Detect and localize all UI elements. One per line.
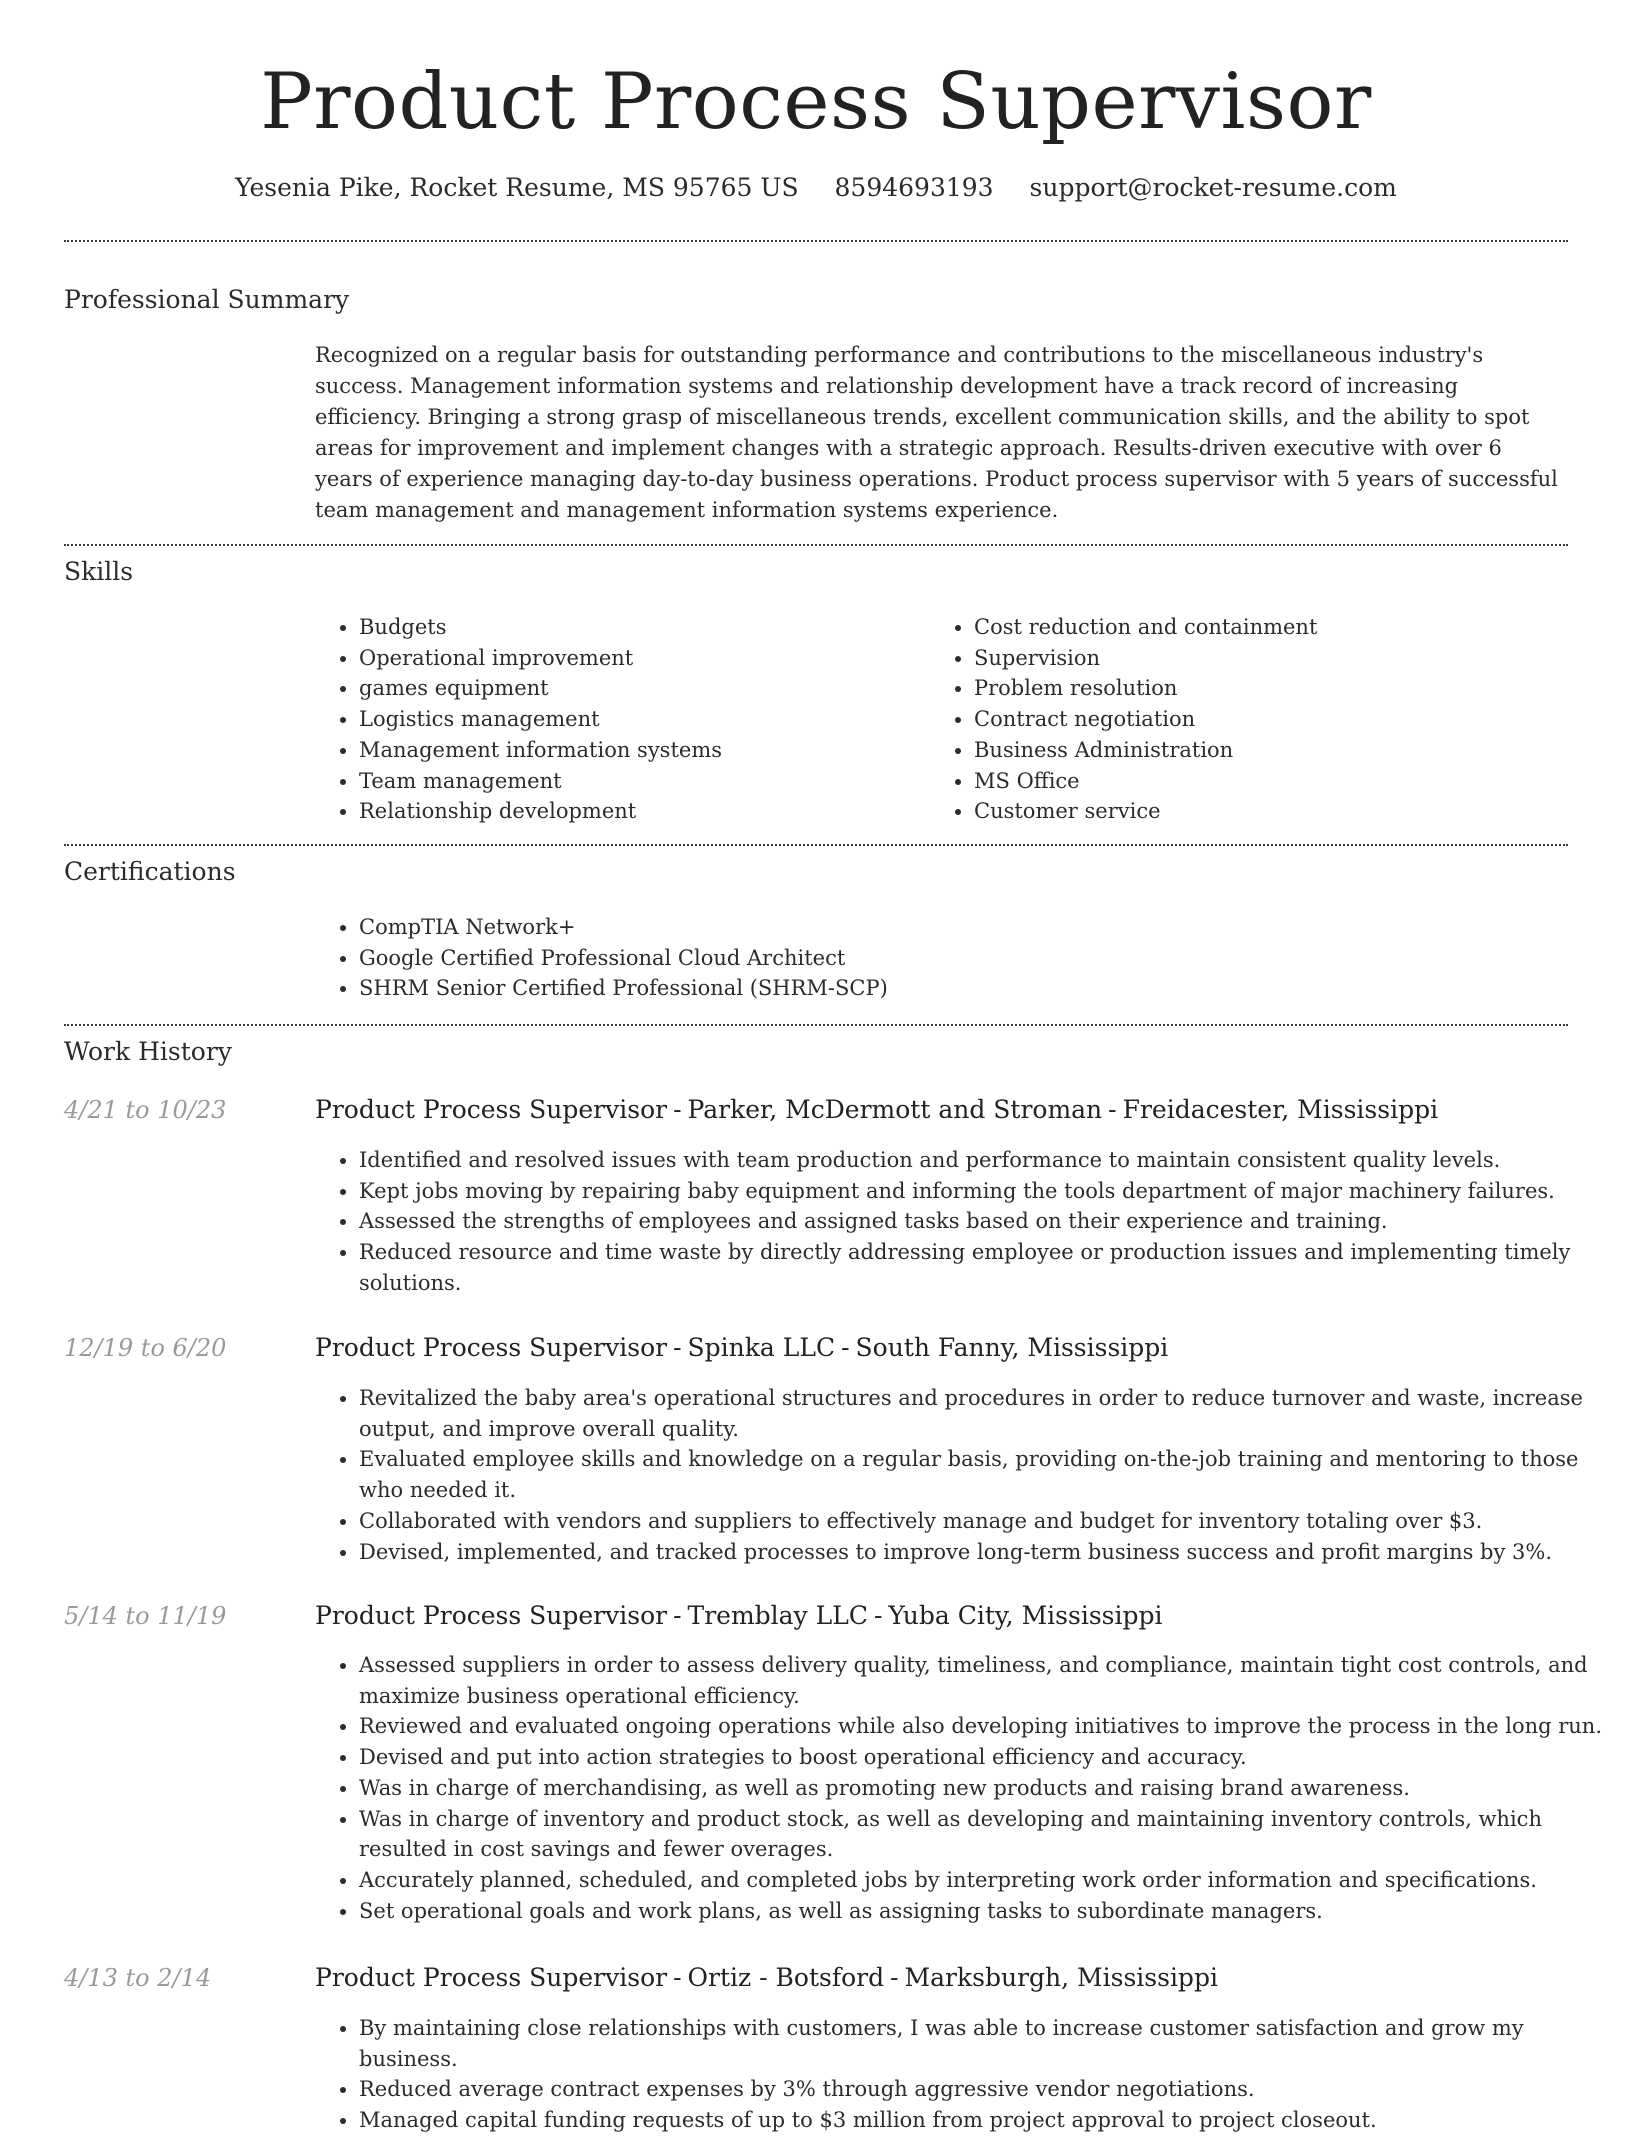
job-bullet: • Set operational goals and work plans, as well as assigning tasks to subordinate managers. [359, 1896, 1609, 1927]
skill-item: • Problem resolution [974, 673, 1574, 704]
job-bullet: • Assessed suppliers in order to assess delivery quality, timeliness, and compliance, maintain tight cost controls, and maximize business operational efficiency. [359, 1650, 1609, 1711]
certifications-heading: Certifications [64, 857, 236, 886]
job-company: Tremblay LLC [687, 1601, 868, 1630]
skill-item: • Cost reduction and containment [974, 612, 1574, 643]
job-bullet: • Accurately planned, scheduled, and completed jobs by interpreting work order information and specifications. [359, 1865, 1609, 1896]
job-bullet: • Reduced average contract expenses by 3% through aggressive vendor negotiations. [359, 2074, 1609, 2105]
contact-phone: 8594693193 [834, 173, 994, 202]
job-role: Product Process Supervisor [315, 1601, 668, 1630]
skill-item: • games equipment [359, 673, 919, 704]
job-bullet: • Reviewed and evaluated ongoing operations while also developing initiatives to improve the process in the long run. [359, 1711, 1609, 1742]
job-heading [315, 1094, 1438, 1126]
skill-item: • Budgets [359, 612, 919, 643]
certification-item: • Google Certified Professional Cloud Architect [359, 943, 1559, 974]
skill-item: • MS Office [974, 766, 1574, 797]
certifications-list [315, 912, 1559, 1004]
job-heading [315, 1962, 1218, 1994]
job-role: Product Process Supervisor [315, 1095, 668, 1124]
skills-list-right [930, 612, 1574, 827]
job-heading [315, 1600, 1162, 1632]
job-dates: 5/14 to 11/19 [64, 1602, 227, 1630]
skills-heading: Skills [64, 557, 134, 586]
certification-item: • CompTIA Network+ [359, 912, 1559, 943]
divider [64, 1024, 1568, 1026]
job-location: Yuba City, Mississippi [888, 1601, 1163, 1630]
skill-item: • Operational improvement [359, 643, 919, 674]
skill-item: • Management information systems [359, 735, 919, 766]
contact-line [0, 170, 1632, 206]
job-location: Freidacester, Mississippi [1122, 1095, 1439, 1124]
job-bullet: • Managed capital funding requests of up to $3 million from project approval to project closeout. [359, 2105, 1609, 2136]
job-bullet: • Kept jobs moving by repairing baby equipment and informing the tools department of major machinery failures. [359, 1176, 1609, 1207]
contact-address: Yesenia Pike, Rocket Resume, MS 95765 US [235, 173, 799, 202]
job-bullet: • Was in charge of merchandising, as well as promoting new products and raising brand awareness. [359, 1773, 1609, 1804]
job-separator: - [873, 1601, 883, 1630]
job-bullets [315, 1145, 1609, 1299]
job-bullet: • Devised, implemented, and tracked processes to improve long-term business success and profit margins by 3%. [359, 1537, 1609, 1568]
job-bullet: • Was in charge of inventory and product stock, as well as developing and maintaining inventory controls, which resulted in cost savings and fewer overages. [359, 1804, 1609, 1865]
job-separator: - [890, 1963, 899, 1992]
skill-item: • Relationship development [359, 796, 919, 827]
skill-item: • Team management [359, 766, 919, 797]
job-bullet: • Reduced resource and time waste by directly addressing employee or production issues and implementing timely solutions. [359, 1237, 1609, 1298]
job-company: Parker, McDermott and Stroman [687, 1095, 1103, 1124]
job-dates: 4/13 to 2/14 [64, 1964, 212, 1992]
job-separator: - [673, 1963, 682, 1992]
job-bullet: • By maintaining close relationships with customers, I was able to increase customer satisfaction and grow my business. [359, 2013, 1609, 2074]
skill-item: • Business Administration [974, 735, 1574, 766]
candidate-name-heading: Product Process Supervisor [260, 57, 1372, 147]
job-location: South Fanny, Mississippi [855, 1333, 1169, 1362]
skill-item: • Customer service [974, 796, 1574, 827]
job-bullet: • Devised and put into action strategies to boost operational efficiency and accuracy. [359, 1742, 1609, 1773]
work-history-heading: Work History [64, 1037, 232, 1066]
job-bullet: • Identified and resolved issues with team production and performance to maintain consistent quality levels. [359, 1145, 1609, 1176]
job-separator: - [841, 1333, 850, 1362]
job-separator: - [673, 1601, 682, 1630]
divider [64, 844, 1568, 846]
job-bullet: • Evaluated employee skills and knowledge on a regular basis, providing on-the-job training and mentoring to those who needed it. [359, 1444, 1609, 1505]
job-bullet: • Revitalized the baby area's operational structures and procedures in order to reduce turnover and waste, increase output, and improve overall quality. [359, 1383, 1609, 1444]
job-bullet: • Assessed the strengths of employees and assigned tasks based on their experience and training. [359, 1206, 1609, 1237]
summary-text: Recognized on a regular basis for outstanding performance and contributions to the miscellaneous industry's success. Management information systems and relationship development have a track record of increasing efficiency. Bringing a strong grasp of miscellaneous trends, excellent communication skills, and the ability to spot areas for improvement and implement changes with a strategic approach. Results-driven executive with over 6 years of experience managing day-to-day business operations. Product process supervisor with 5 years of successful team management and management information systems experience. [315, 343, 1558, 522]
job-location: Marksburgh, Mississippi [904, 1963, 1218, 1992]
job-company: Spinka LLC [687, 1333, 836, 1362]
job-role: Product Process Supervisor [315, 1333, 668, 1362]
job-dates: 12/19 to 6/20 [64, 1334, 227, 1362]
job-separator: - [1108, 1095, 1117, 1124]
skills-list-left [315, 612, 919, 827]
contact-email: support@rocket-resume.com [1029, 173, 1397, 202]
job-heading [315, 1332, 1168, 1364]
divider [64, 544, 1568, 546]
summary-heading: Professional Summary [64, 285, 350, 314]
job-separator: - [673, 1333, 682, 1362]
job-bullets [315, 1383, 1609, 1567]
job-bullet: • Collaborated with vendors and suppliers to effectively manage and budget for inventory totaling over $3. [359, 1506, 1609, 1537]
job-bullets [315, 1650, 1609, 1926]
job-separator: - [673, 1095, 682, 1124]
divider [64, 240, 1568, 242]
job-role: Product Process Supervisor [315, 1963, 668, 1992]
skill-item: • Logistics management [359, 704, 919, 735]
job-company: Ortiz - Botsford [687, 1963, 885, 1992]
job-dates: 4/21 to 10/23 [64, 1096, 227, 1124]
skill-item: • Supervision [974, 643, 1574, 674]
skill-item: • Contract negotiation [974, 704, 1574, 735]
certification-item: • SHRM Senior Certified Professional (SHRM-SCP) [359, 973, 1559, 1004]
job-bullets [315, 2013, 1609, 2136]
